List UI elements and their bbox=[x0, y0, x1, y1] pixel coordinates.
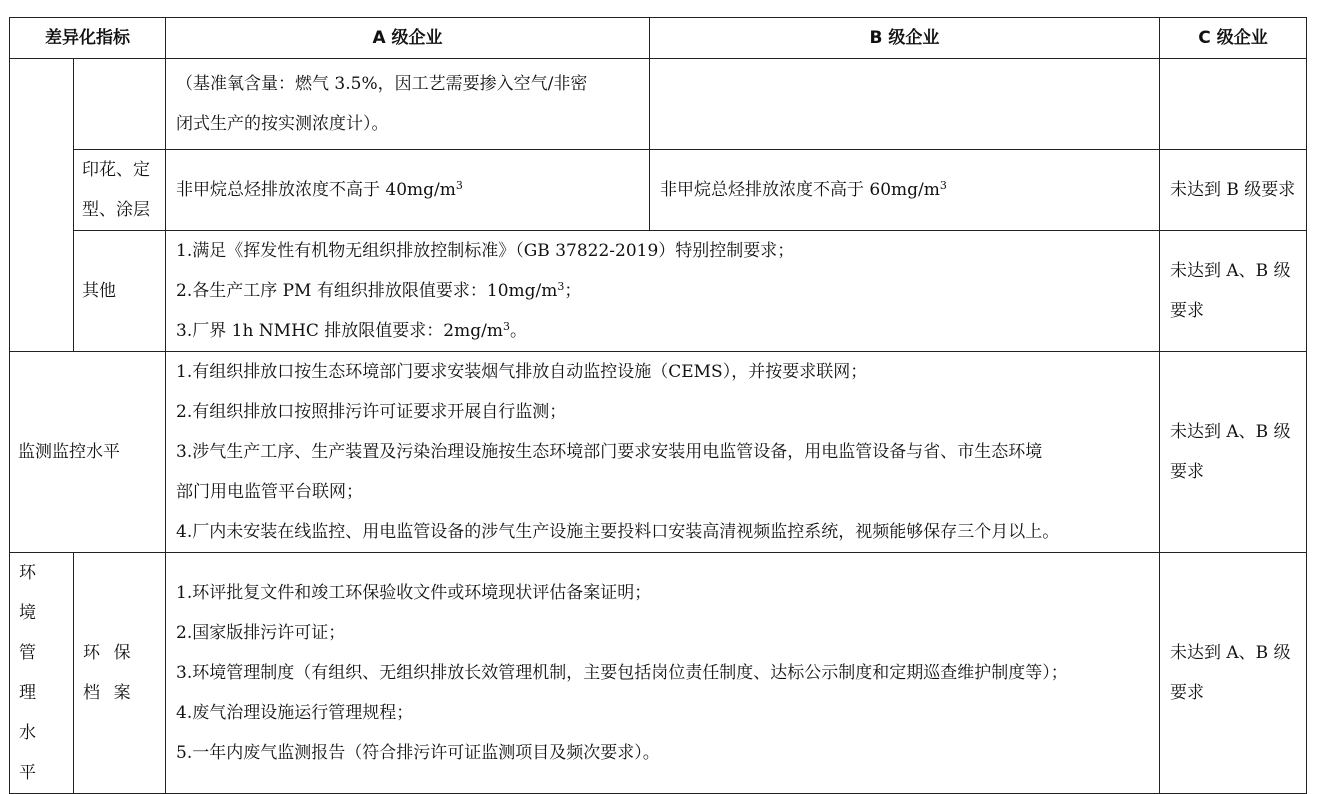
monitoring-label: 监测监控水平 bbox=[10, 352, 166, 553]
other-line-1: 1.满足《挥发性有机物无组织排放控制标准》（GB 37822-2019）特别控制要求； bbox=[176, 241, 795, 261]
other-line-2 bbox=[176, 271, 1151, 311]
category-cell-empty bbox=[10, 59, 74, 352]
indicator-table bbox=[9, 17, 1307, 794]
header-grade-a: A 级企业 bbox=[166, 18, 650, 59]
header-grade-b: B 级企业 bbox=[650, 18, 1160, 59]
monitoring-line-1: 1.有组织排放口按生态环境部门要求安装烟气排放自动监控设施（CEMS），并按要求联网； bbox=[176, 362, 868, 382]
monitoring-line-2: 2.有组织排放口按照排污许可证要求开展自行监测； bbox=[176, 402, 567, 422]
env-line-4: 4.废气治理设施运行管理规程； bbox=[176, 703, 414, 723]
monitoring-line-4: 部门用电监管平台联网； bbox=[176, 482, 363, 502]
env-line-3: 3.环境管理制度（有组织、无组织排放长效管理机制，主要包括岗位责任制度、达标公示制度和定期巡查维护制度等）； bbox=[176, 663, 1068, 683]
other-label: 其他 bbox=[74, 231, 166, 352]
oxygen-grade-a bbox=[166, 59, 650, 150]
env-line-5: 5.一年内废气监测报告（符合排污许可证监测项目及频次要求）。 bbox=[176, 743, 660, 763]
other-grade-ab bbox=[166, 231, 1160, 352]
monitoring-grade-c: 未达到 A、B 级要求 bbox=[1160, 352, 1307, 553]
env-mgmt-grade-c: 未达到 A、B 级要求 bbox=[1160, 553, 1307, 794]
printing-label: 印花、定型、涂层 bbox=[74, 150, 166, 231]
other-line-3 bbox=[176, 311, 1151, 351]
other-line-2-text: 2.各生产工序 PM 有组织排放限值要求：10mg/m bbox=[176, 281, 558, 301]
other-line-2-sup: 3 bbox=[557, 280, 565, 293]
header-indicator: 差异化指标 bbox=[10, 18, 166, 59]
monitoring-grade-ab bbox=[166, 352, 1160, 553]
printing-grade-b bbox=[650, 150, 1160, 231]
oxygen-grade-c bbox=[1160, 59, 1307, 150]
monitoring-line-3: 3.涉气生产工序、生产装置及污染治理设施按生态环境部门要求安装用电监管设备，用电监管设备与省、市生态环境 bbox=[176, 442, 1043, 462]
other-line-2-tail: ； bbox=[564, 281, 582, 301]
other-line-3-text: 3.厂界 1h NMHC 排放限值要求：2mg/m bbox=[176, 321, 503, 341]
printing-a-text: 非甲烷总烃排放浓度不高于 40mg/m bbox=[176, 180, 456, 200]
env-mgmt-grade-ab bbox=[166, 553, 1160, 794]
other-row bbox=[10, 231, 1307, 352]
env-mgmt-label: 环境管理水平 bbox=[10, 553, 74, 794]
other-line-3-tail: 。 bbox=[509, 321, 527, 341]
printing-b-sup: 3 bbox=[939, 179, 947, 192]
oxygen-row bbox=[10, 59, 1307, 150]
printing-grade-c: 未达到 B 级要求 bbox=[1160, 150, 1307, 231]
printing-b-text: 非甲烷总烃排放浓度不高于 60mg/m bbox=[660, 180, 940, 200]
printing-grade-a bbox=[166, 150, 650, 231]
printing-a-sup: 3 bbox=[455, 179, 463, 192]
monitoring-row bbox=[10, 352, 1307, 553]
env-line-1: 1.环评批复文件和竣工环保验收文件或环境现状评估备案证明； bbox=[176, 583, 652, 603]
subcategory-cell-empty bbox=[74, 59, 166, 150]
env-archive-label: 环保档案 bbox=[74, 553, 166, 794]
other-grade-c: 未达到 A、B 级要求 bbox=[1160, 231, 1307, 352]
oxygen-a-line-2: 闭式生产的按实测浓度计）。 bbox=[176, 114, 389, 134]
header-row bbox=[10, 18, 1307, 59]
header-grade-c: C 级企业 bbox=[1160, 18, 1307, 59]
printing-row bbox=[10, 150, 1307, 231]
oxygen-grade-b bbox=[650, 59, 1160, 150]
monitoring-line-5: 4.厂内未安装在线监控、用电监管设备的涉气生产设施主要投料口安装高清视频监控系统，视频能够保存三个月以上。 bbox=[176, 522, 1060, 542]
oxygen-a-line-1: （基准氧含量：燃气 3.5%，因工艺需要掺入空气/非密 bbox=[176, 74, 588, 94]
other-line-3-sup: 3 bbox=[502, 320, 510, 333]
env-mgmt-row bbox=[10, 553, 1307, 794]
env-line-2: 2.国家版排污许可证； bbox=[176, 623, 346, 643]
